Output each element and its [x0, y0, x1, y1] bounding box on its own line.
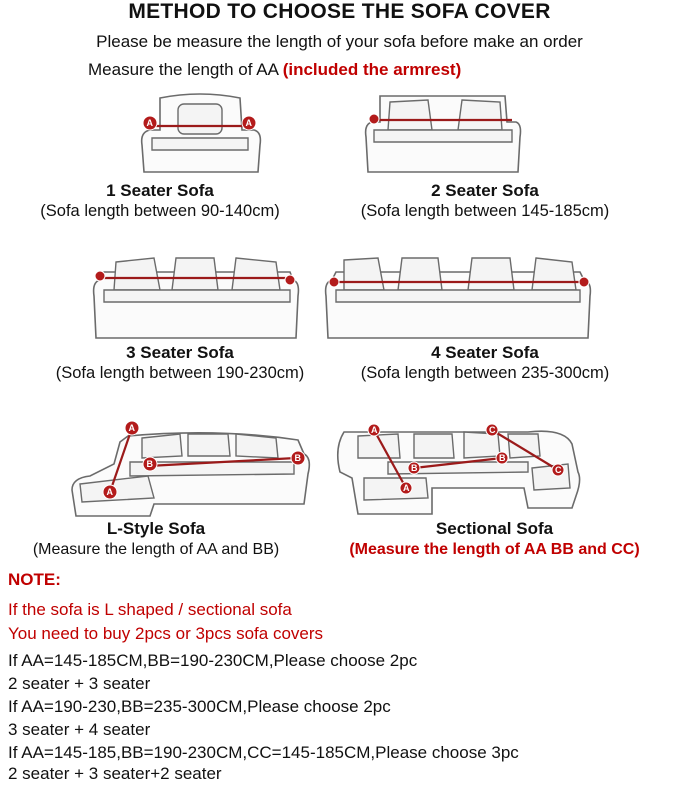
- page-title: METHOD TO CHOOSE THE SOFA COVER: [128, 0, 551, 23]
- sofa-range: (Sofa length between 235-300cm): [360, 364, 610, 382]
- one-seater-illustration: [130, 90, 270, 180]
- marker-a-right: A: [245, 118, 252, 128]
- note-line-3: If AA=190-230,BB=235-300CM,Please choose 2pc: [8, 697, 391, 716]
- marker-b-right: B: [499, 453, 506, 463]
- sofa-range: (Sofa length between 90-140cm): [40, 202, 280, 220]
- sofa-name: Sectional Sofa: [435, 519, 554, 538]
- marker-b-right: B: [294, 453, 301, 463]
- marker-a-bottom: A: [106, 487, 113, 497]
- two-seater-illustration: [360, 92, 525, 182]
- sofa-caption-6: [310, 518, 679, 560]
- sofa-name: 1 Seater Sofa: [106, 181, 214, 200]
- marker-a-top: A: [371, 425, 378, 435]
- marker-c-top: C: [489, 425, 496, 435]
- intro-line-2-prefix: Measure the length of AA: [88, 60, 278, 79]
- three-seater-illustration: [90, 250, 305, 345]
- sofa-caption-2: [330, 180, 640, 222]
- marker-a-top: A: [128, 423, 135, 433]
- intro-line-2: [88, 60, 461, 80]
- four-seater-illustration: [322, 250, 597, 345]
- marker-b-left: B: [411, 463, 418, 473]
- sofa-caption-1: [40, 180, 280, 222]
- sofa-name: 4 Seater Sofa: [431, 343, 539, 362]
- sofa-range: (Measure the length of AA BB and CC): [349, 541, 640, 558]
- intro-line-2-highlight: (included the armrest): [282, 60, 462, 79]
- sofa-caption-5: [0, 518, 312, 560]
- sofa-caption-3: [30, 342, 330, 384]
- note-line-4: 3 seater + 4 seater: [8, 720, 151, 739]
- marker-b-left: B: [146, 459, 153, 469]
- marker-c-bottom: C: [555, 465, 562, 475]
- note-line-2: 2 seater + 3 seater: [8, 674, 151, 693]
- sofa-name: 3 Seater Sofa: [126, 343, 234, 362]
- note-line-1: If AA=145-185CM,BB=190-230CM,Please choose 2pc: [8, 651, 418, 670]
- sectional-sofa-illustration: [328, 418, 593, 518]
- sofa-range: (Sofa length between 145-185cm): [360, 202, 610, 220]
- note-line-6: 2 seater + 3 seater+2 seater: [8, 764, 222, 783]
- sofa-caption-4: [335, 342, 635, 384]
- note-title: NOTE:: [8, 570, 61, 589]
- note-red-line-1: If the sofa is L shaped / sectional sofa: [8, 600, 292, 619]
- l-style-sofa-illustration: [68, 418, 318, 518]
- marker-a-left: A: [146, 118, 153, 128]
- sofa-name: 2 Seater Sofa: [431, 181, 539, 200]
- note-line-5: If AA=145-185,BB=190-230CM,CC=145-185CM,Please choose 3pc: [8, 743, 519, 762]
- note-red-line-2: You need to buy 2pcs or 3pcs sofa covers: [8, 624, 324, 643]
- marker-a-bottom: A: [403, 483, 410, 493]
- intro-line-1: Please be measure the length of your sofa before make an order: [96, 32, 583, 51]
- sofa-range: (Sofa length between 190-230cm): [55, 364, 305, 382]
- sofa-name: L-Style Sofa: [106, 519, 206, 538]
- sofa-range: (Measure the length of AA and BB): [32, 541, 280, 558]
